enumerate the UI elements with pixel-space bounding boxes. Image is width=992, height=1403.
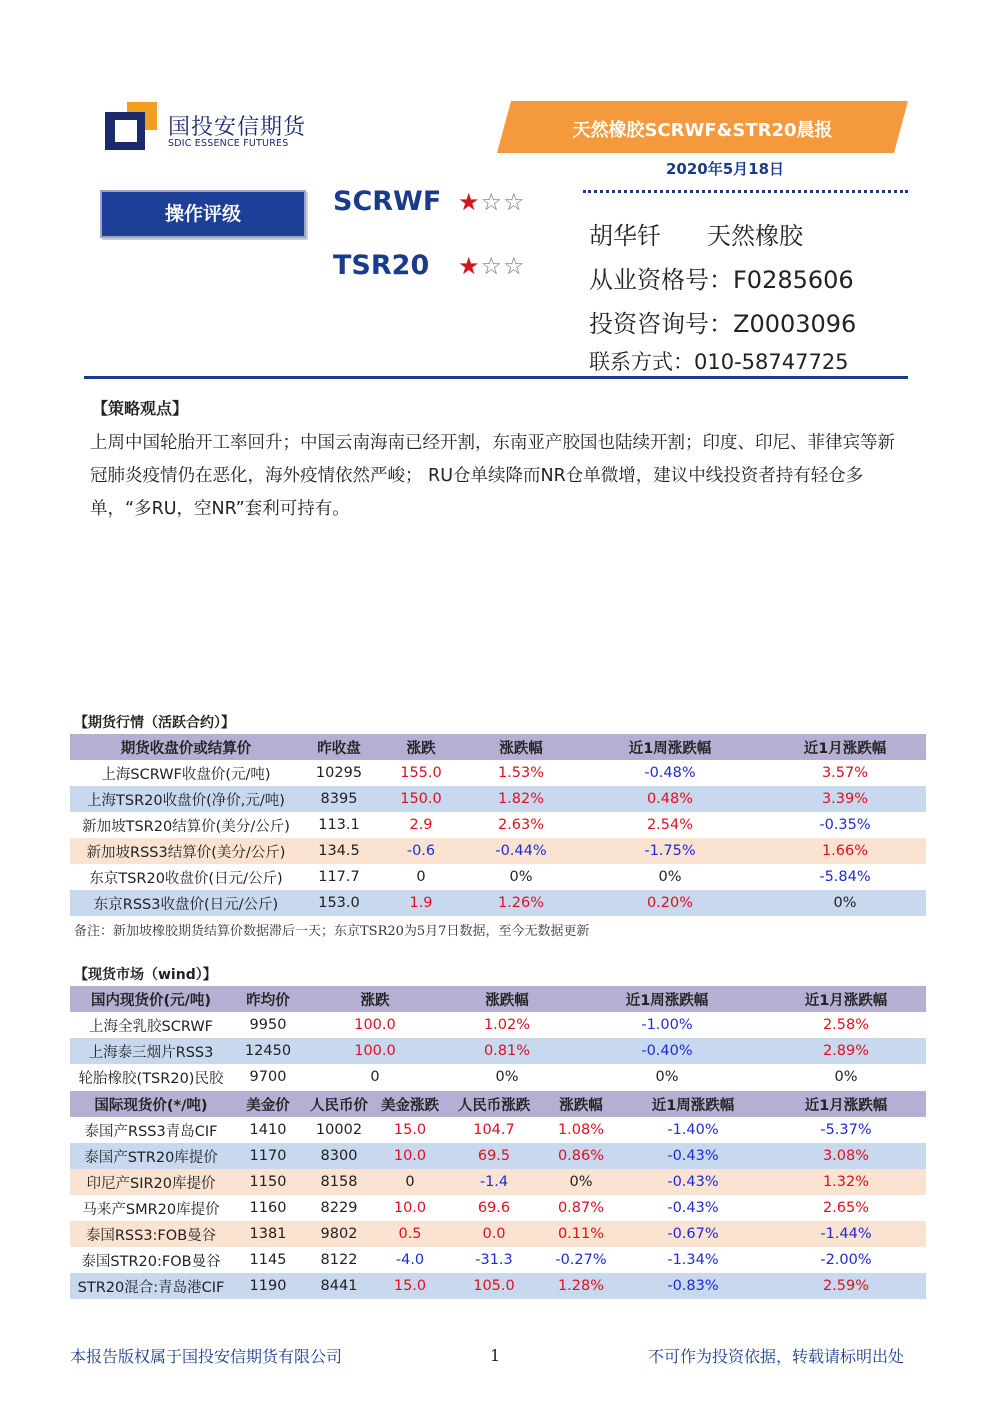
table-cell: 0.0 [446, 1221, 542, 1247]
table-cell: 10.0 [374, 1143, 446, 1169]
table-row [70, 1247, 926, 1273]
rating-code-tsr20: TSR20 [333, 250, 430, 281]
table-row [70, 838, 926, 864]
table-cell: -1.4 [446, 1169, 542, 1195]
table-cell: -0.43% [620, 1195, 766, 1221]
table-cell: 69.6 [446, 1195, 542, 1221]
table-cell: 2.58% [766, 1012, 926, 1038]
table-cell: 2.63% [466, 812, 576, 838]
analyst-contact: 联系方式：010-58747725 [589, 350, 849, 374]
table-cell: 1170 [232, 1143, 304, 1169]
table-cell: 117.7 [302, 864, 376, 890]
table-cell: -5.37% [766, 1117, 926, 1143]
analyst-name: 胡华钎 [589, 222, 661, 250]
row-label: 东京TSR20收盘价(日元/公斤) [70, 864, 302, 890]
column-header: 近1月涨跌幅 [766, 1091, 926, 1117]
futures-section-title: 【期货行情（活跃合约）】 [74, 715, 235, 731]
table-cell: 1.82% [466, 786, 576, 812]
analyst-consulting: 投资咨询号：Z0003096 [589, 310, 857, 338]
footer-disclaimer: 不可作为投资依据，转载请标明出处 [648, 1347, 905, 1366]
table-cell: 1190 [232, 1273, 304, 1299]
table-cell: 8441 [304, 1273, 374, 1299]
table-cell: -0.83% [620, 1273, 766, 1299]
analyst-qualification: 从业资格号：F0285606 [589, 266, 854, 294]
table-cell: 0.81% [446, 1038, 568, 1064]
table-cell: 12450 [232, 1038, 304, 1064]
table-cell: 0.48% [576, 786, 764, 812]
table-cell: 0.87% [542, 1195, 620, 1221]
table-cell: 1.26% [466, 890, 576, 916]
star-full-icon: ★ [458, 252, 481, 280]
company-name-en: SDIC ESSENCE FUTURES [168, 138, 289, 149]
table-cell: 0% [766, 1064, 926, 1090]
table-cell: 0 [374, 1169, 446, 1195]
table-cell: 15.0 [374, 1117, 446, 1143]
table-cell: 1.66% [764, 838, 926, 864]
table-cell: 1.32% [766, 1169, 926, 1195]
table-cell: 0.86% [542, 1143, 620, 1169]
spot-intl-table [70, 1091, 926, 1299]
table-cell: 9802 [304, 1221, 374, 1247]
column-header: 期货收盘价或结算价 [70, 734, 302, 760]
table-cell: -0.44% [466, 838, 576, 864]
table-row [70, 760, 926, 786]
table-header-row [70, 986, 926, 1012]
table-cell: 1.28% [542, 1273, 620, 1299]
table-cell: 153.0 [302, 890, 376, 916]
table-cell: -0.6 [376, 838, 466, 864]
table-cell: 134.5 [302, 838, 376, 864]
table-cell: 15.0 [374, 1273, 446, 1299]
table-cell: 9950 [232, 1012, 304, 1038]
table-cell: 8395 [302, 786, 376, 812]
column-header: 昨均价 [232, 986, 304, 1012]
column-header: 涨跌幅 [466, 734, 576, 760]
row-label: 上海SCRWF收盘价(元/吨) [70, 760, 302, 786]
table-header-row [70, 1091, 926, 1117]
table-cell: 8122 [304, 1247, 374, 1273]
row-label: 泰国STR20:FOB曼谷 [70, 1247, 232, 1273]
table-cell: 0.20% [576, 890, 764, 916]
table-cell: -0.27% [542, 1247, 620, 1273]
table-header-row [70, 734, 926, 760]
table-cell: -0.67% [620, 1221, 766, 1247]
table-cell: 69.5 [446, 1143, 542, 1169]
table-cell: 0 [304, 1064, 446, 1090]
table-cell: 8158 [304, 1169, 374, 1195]
table-row [70, 1012, 926, 1038]
table-cell: -2.00% [766, 1247, 926, 1273]
table-cell: -1.44% [766, 1221, 926, 1247]
table-cell: 2.54% [576, 812, 764, 838]
row-label: 轮胎橡胶(TSR20)民胶 [70, 1064, 232, 1090]
table-cell: -0.35% [764, 812, 926, 838]
table-cell: 1410 [232, 1117, 304, 1143]
table-row [70, 890, 926, 916]
table-cell: 3.08% [766, 1143, 926, 1169]
table-cell: 8229 [304, 1195, 374, 1221]
table-cell: -0.43% [620, 1169, 766, 1195]
table-row [70, 1117, 926, 1143]
table-cell: 3.57% [764, 760, 926, 786]
row-label: 泰国RSS3:FOB曼谷 [70, 1221, 232, 1247]
dotted-divider [583, 190, 908, 193]
table-cell: 100.0 [304, 1038, 446, 1064]
table-cell: 113.1 [302, 812, 376, 838]
column-header: 人民币价 [304, 1091, 374, 1117]
column-header: 涨跌 [304, 986, 446, 1012]
table-cell: 2.9 [376, 812, 466, 838]
row-label: 新加坡TSR20结算价(美分/公斤) [70, 812, 302, 838]
table-cell: 1150 [232, 1169, 304, 1195]
column-header: 近1周涨跌幅 [620, 1091, 766, 1117]
table-row [70, 1143, 926, 1169]
report-date: 2020年5月18日 [666, 160, 785, 178]
table-row [70, 1221, 926, 1247]
table-row [70, 1273, 926, 1299]
table-cell: -4.0 [374, 1247, 446, 1273]
table-cell: 1160 [232, 1195, 304, 1221]
column-header: 美金价 [232, 1091, 304, 1117]
table-cell: 2.59% [766, 1273, 926, 1299]
footer-copyright: 本报告版权属于国投安信期货有限公司 [70, 1347, 343, 1366]
table-row [70, 1169, 926, 1195]
row-label: 泰国产RSS3青岛CIF [70, 1117, 232, 1143]
table-cell: -0.40% [568, 1038, 766, 1064]
strategy-heading: 【策略观点】 [92, 399, 189, 418]
table-cell: 150.0 [376, 786, 466, 812]
table-cell: 10295 [302, 760, 376, 786]
table-cell: -5.84% [764, 864, 926, 890]
table-cell: 105.0 [446, 1273, 542, 1299]
star-full-icon: ★ [458, 188, 481, 216]
table-cell: -1.75% [576, 838, 764, 864]
column-header: 国际现货价(*/吨) [70, 1091, 232, 1117]
table-cell: -1.34% [620, 1247, 766, 1273]
rating-code-scrwf: SCRWF [333, 186, 442, 217]
table-cell: 1381 [232, 1221, 304, 1247]
table-cell: 0% [446, 1064, 568, 1090]
row-label: 新加坡RSS3结算价(美分/公斤) [70, 838, 302, 864]
table-row [70, 786, 926, 812]
row-label: 上海泰三烟片RSS3 [70, 1038, 232, 1064]
column-header: 涨跌幅 [542, 1091, 620, 1117]
column-header: 国内现货价(元/吨) [70, 986, 232, 1012]
table-cell: -31.3 [446, 1247, 542, 1273]
header-rule [84, 376, 908, 379]
column-header: 昨收盘 [302, 734, 376, 760]
table-cell: 155.0 [376, 760, 466, 786]
table-row [70, 1038, 926, 1064]
table-cell: -0.43% [620, 1143, 766, 1169]
strategy-text: 上周中国轮胎开工率回升；中国云南海南已经开割，东南亚产胶国也陆续开割；印度、印尼、菲律宾等新冠肺炎疫情仍在恶化，海外疫情依然严峻； RU仓单续降而NR仓单微增，建议中线投资者持有轻仓多单，“多RU，空NR”套利可持有。 [90, 433, 895, 519]
table-cell: -0.48% [576, 760, 764, 786]
row-label: 泰国产STR20库提价 [70, 1143, 232, 1169]
spot-domestic-table [70, 986, 926, 1090]
table-cell: 1.02% [446, 1012, 568, 1038]
row-label: 马来产SMR20库提价 [70, 1195, 232, 1221]
column-header: 近1月涨跌幅 [764, 734, 926, 760]
row-label: 东京RSS3收盘价(日元/公斤) [70, 890, 302, 916]
table-cell: 0% [576, 864, 764, 890]
table-cell: 9700 [232, 1064, 304, 1090]
rating-stars-scrwf [458, 188, 526, 216]
table-row [70, 812, 926, 838]
futures-note: 备注：新加坡橡胶期货结算价数据滞后一天；东京TSR20为5月7日数据，至今无数据更新 [74, 924, 590, 939]
column-header: 美金涨跌 [374, 1091, 446, 1117]
table-cell: 1145 [232, 1247, 304, 1273]
table-cell: 100.0 [304, 1012, 446, 1038]
column-header: 近1周涨跌幅 [568, 986, 766, 1012]
rating-stars-tsr20 [458, 252, 526, 280]
table-cell: 0.5 [374, 1221, 446, 1247]
table-cell: 1.08% [542, 1117, 620, 1143]
report-title: 天然橡胶SCRWF&STR20晨报 [572, 120, 833, 141]
table-cell: 1.9 [376, 890, 466, 916]
table-row [70, 1195, 926, 1221]
table-row [70, 1064, 926, 1090]
table-cell: 0% [764, 890, 926, 916]
table-cell: 2.65% [766, 1195, 926, 1221]
table-cell: 0% [466, 864, 576, 890]
table-cell: 0 [376, 864, 466, 890]
row-label: 上海全乳胶SCRWF [70, 1012, 232, 1038]
table-row [70, 864, 926, 890]
table-cell: 0% [542, 1169, 620, 1195]
table-cell: 3.39% [764, 786, 926, 812]
table-cell: 10.0 [374, 1195, 446, 1221]
company-logo-icon [105, 102, 157, 150]
column-header: 近1月涨跌幅 [766, 986, 926, 1012]
table-cell: 8300 [304, 1143, 374, 1169]
table-cell: 0.11% [542, 1221, 620, 1247]
row-label: STR20混合:青岛港CIF [70, 1273, 232, 1299]
row-label: 印尼产SIR20库提价 [70, 1169, 232, 1195]
analyst-field: 天然橡胶 [707, 222, 803, 250]
table-cell: 1.53% [466, 760, 576, 786]
column-header: 涨跌 [376, 734, 466, 760]
table-cell: 10002 [304, 1117, 374, 1143]
column-header: 涨跌幅 [446, 986, 568, 1012]
table-cell: 104.7 [446, 1117, 542, 1143]
star-empty-icon: ☆☆ [480, 188, 526, 216]
table-cell: -1.00% [568, 1012, 766, 1038]
rating-label-box: 操作评级 [100, 190, 306, 238]
page-number: 1 [490, 1346, 501, 1365]
column-header: 近1周涨跌幅 [576, 734, 764, 760]
table-cell: 2.89% [766, 1038, 926, 1064]
company-name-cn: 国投安信期货 [168, 115, 307, 140]
row-label: 上海TSR20收盘价(净价,元/吨) [70, 786, 302, 812]
table-cell: -1.40% [620, 1117, 766, 1143]
spot-section-title: 【现货市场（wind）】 [74, 967, 217, 983]
futures-table [70, 734, 926, 916]
table-cell: 0% [568, 1064, 766, 1090]
star-empty-icon: ☆☆ [480, 252, 526, 280]
column-header: 人民币涨跌 [446, 1091, 542, 1117]
